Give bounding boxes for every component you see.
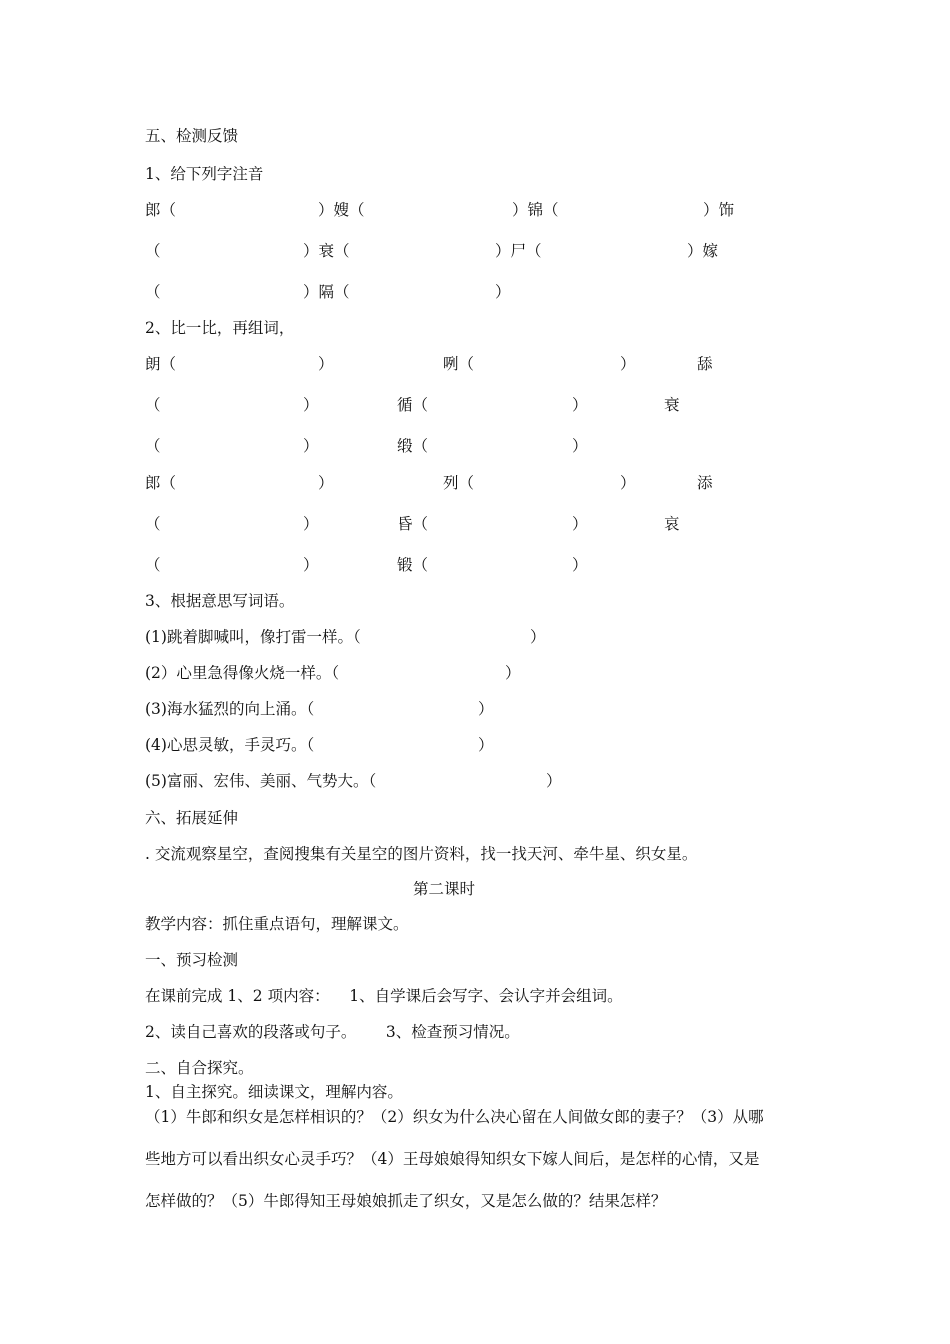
q3-item-4-close: ） <box>478 736 494 754</box>
q3-item-3: (3)海水猛烈的向上涌。（ <box>145 700 315 718</box>
q1-row3-seg2: ）隔（ <box>303 283 350 301</box>
q2-title: 2、比一比，再组词， <box>145 319 295 337</box>
q3-item-5: (5)富丽、宏伟、美丽、气势大。（ <box>145 772 377 790</box>
part-1-line-1: 在课前完成 1、2 项内容： 1、自学课后会写字、会认字并会组词。 <box>145 987 623 1005</box>
q1-row1-seg1: 郎（ <box>145 201 177 219</box>
q3-item-4: (4)心思灵敏，手灵巧。（ <box>145 736 315 754</box>
q2-g1-c1-r3: （ <box>145 437 161 455</box>
q2-g1-c2-r1: 咧（ <box>443 355 475 373</box>
q2-g1-c1-r2: （ <box>145 396 161 414</box>
q2-g1-c2-r3: 缎（ <box>397 437 429 455</box>
q1-row3-seg1: （ <box>145 283 161 301</box>
section-6-text: . 交流观察星空，查阅搜集有关星空的图片资料，找一找天河、牵牛星、织女星。 <box>145 845 698 863</box>
q2-g1-c3-r2: 衰 <box>664 396 680 414</box>
q1-row2-seg2: ）衰（ <box>303 242 350 260</box>
q1-title: 1、给下列字注音 <box>145 165 264 183</box>
lesson-2-content: 教学内容：抓住重点语句，理解课文。 <box>145 915 409 933</box>
q2-g2-c1c-r1: ） <box>318 474 334 492</box>
q2-g1-c2-r2: 循（ <box>397 396 429 414</box>
q3-title: 3、根据意思写词语。 <box>145 592 295 610</box>
q2-g2-c1-r3: （ <box>145 556 161 574</box>
q2-g2-c2c-r3: ） <box>572 556 588 574</box>
section-6-title: 六、拓展延伸 <box>145 809 239 827</box>
part-1-line-2: 2、读自己喜欢的段落或句子。 3、检查预习情况。 <box>145 1023 520 1041</box>
q3-item-1: (1)跳着脚喊叫，像打雷一样。（ <box>145 628 361 646</box>
q2-g2-c2c-r2: ） <box>572 515 588 533</box>
q2-g2-c2-r2: 昏（ <box>397 515 429 533</box>
q3-item-2-close: ） <box>505 664 521 682</box>
q2-g1-c3-r1: 舔 <box>697 355 713 373</box>
part-1-title: 一、预习检测 <box>145 951 239 969</box>
q3-item-2: (2）心里急得像火烧一样。（ <box>145 664 340 682</box>
q1-row1-seg2: ）嫂（ <box>318 201 365 219</box>
q2-g2-c3-r2: 哀 <box>664 515 680 533</box>
q1-row2-seg1: （ <box>145 242 161 260</box>
q1-row2-seg4: ）嫁 <box>687 242 719 260</box>
q3-item-5-close: ） <box>546 772 562 790</box>
q2-g2-c2c-r1: ） <box>620 474 636 492</box>
q3-item-3-close: ） <box>478 700 494 718</box>
q1-row1-seg3: ）锦（ <box>512 201 559 219</box>
part-2-sub-1: 1、自主探究。细读课文，理解内容。 <box>145 1083 403 1101</box>
q2-g1-c2c-r1: ） <box>620 355 636 373</box>
q1-row2-seg3: ）尸（ <box>495 242 542 260</box>
q1-row3-seg3: ） <box>495 283 511 301</box>
q2-g2-c1-r2: （ <box>145 515 161 533</box>
q2-g2-c1c-r2: ） <box>303 515 319 533</box>
part-2-question-line-1: （1）牛郎和织女是怎样相识的？（2）织女为什么决心留在人间做女郎的妻子？（3）从哪 <box>145 1108 764 1126</box>
q1-row1-seg4: ）饰 <box>703 201 735 219</box>
lesson-2-heading: 第二课时 <box>413 880 476 898</box>
q2-g1-c2c-r3: ） <box>572 437 588 455</box>
q2-g1-c1c-r1: ） <box>318 355 334 373</box>
part-2-question-line-3: 怎样做的？（5）牛郎得知王母娘娘抓走了织女，又是怎么做的？结果怎样？ <box>145 1192 667 1210</box>
part-2-question-line-2: 些地方可以看出织女心灵手巧？（4）王母娘娘得知织女下嫁人间后，是怎样的心情，又是 <box>145 1150 760 1168</box>
section-5-title: 五、检测反馈 <box>145 127 239 145</box>
q2-g1-c1c-r3: ） <box>303 437 319 455</box>
q2-g2-c3-r1: 添 <box>697 474 713 492</box>
q2-g1-c1c-r2: ） <box>303 396 319 414</box>
q2-g2-c2-r3: 锻（ <box>397 556 429 574</box>
q2-g2-c2-r1: 列（ <box>443 474 475 492</box>
q2-g2-c1-r1: 郎（ <box>145 474 177 492</box>
q2-g2-c1c-r3: ） <box>303 556 319 574</box>
q2-g1-c1-r1: 朗（ <box>145 355 177 373</box>
q2-g1-c2c-r2: ） <box>572 396 588 414</box>
part-2-title: 二、自合探究。 <box>145 1059 254 1077</box>
q3-item-1-close: ） <box>530 628 546 646</box>
